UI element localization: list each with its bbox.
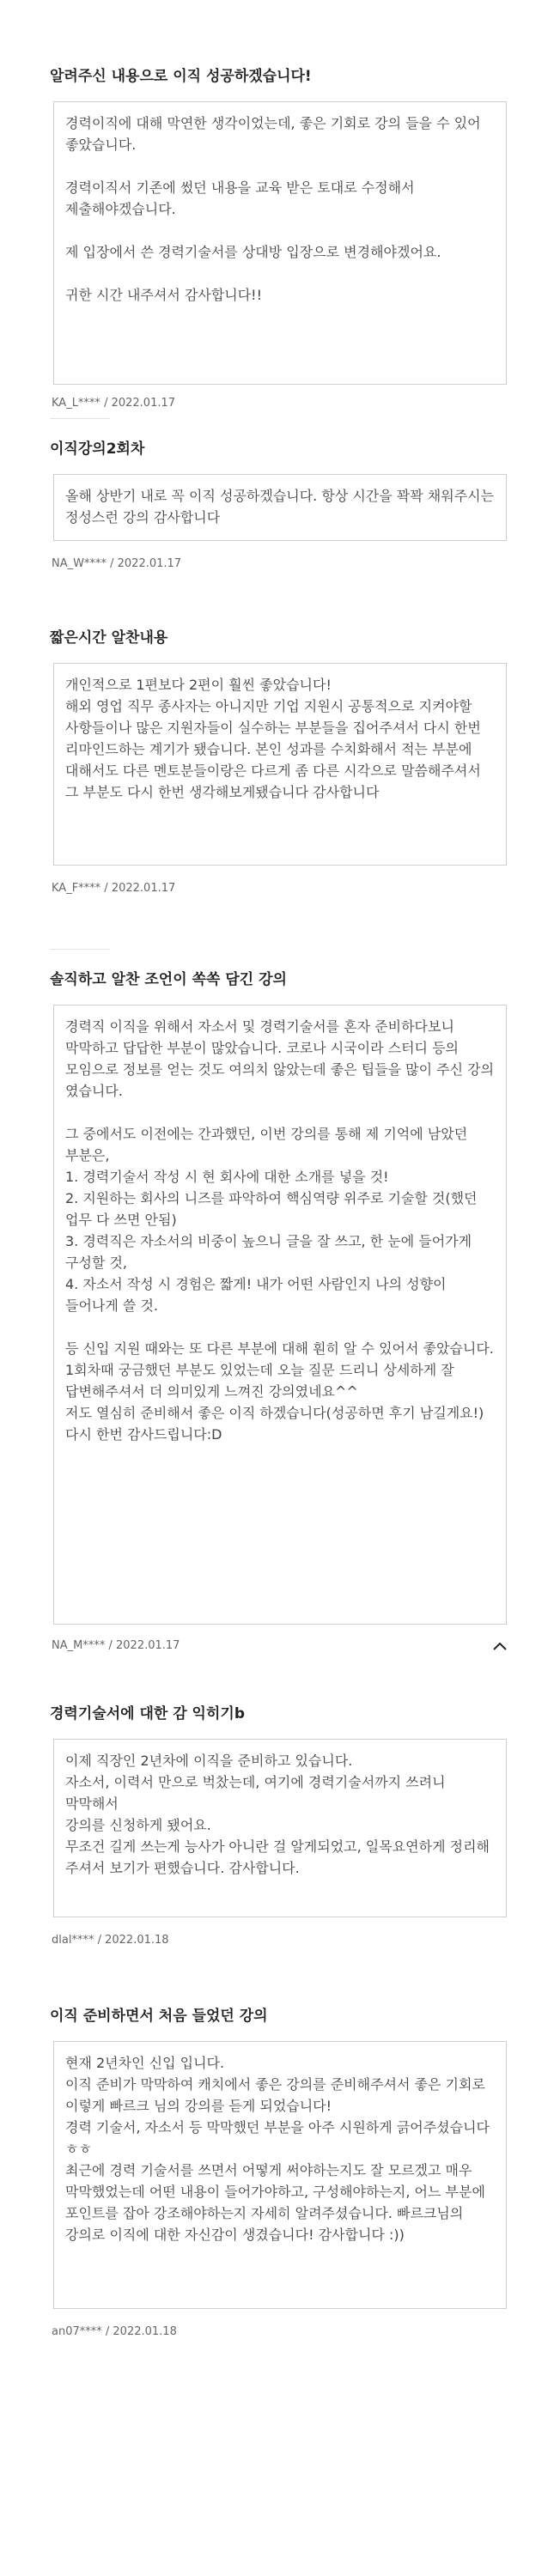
review-meta [52, 556, 181, 572]
review-body: 경력이직에 대해 막연한 생각이었는데, 좋은 기회로 강의 들을 수 있어 좋았습니다. 경력이직서 기존에 썼던 내용을 교육 받은 토대로 수정해서 제출해야겠습니다. 제 입장에서 쓴 경력기술서를 상대방 입장으로 변경해야겠어요. 귀한 시간 내주셔서 감사합니다!! [53, 101, 507, 385]
collapse-button[interactable] [488, 1637, 512, 1656]
review-author: KA_F**** [52, 882, 101, 895]
review-title: 알려주신 내용으로 이직 성공하겠습니다! [50, 68, 312, 85]
review-date: 2022.01.17 [116, 1639, 180, 1652]
review-body: 현재 2년차인 신입 입니다. 이직 준비가 막막하여 캐치에서 좋은 강의를 준비해주셔서 좋은 기회로 이렇게 빠르크 님의 강의를 듣게 되었습니다! 경력 기술서, 자소서 등 막막했던 부분을 아주 시원하게 긁어주셨습니다 ㅎㅎ 최근에 경력 기술서를 쓰면서 어떻게 써야하는지도 잘 모르겠고 매우 막막했었는데 어떤 내용이 들어가야하고, 구성해야하는지, 어느 부분에 포인트를 잡아 강조해야하는지 자세히 알려주셨습니다. 빠르크님의 강의로 이직에 대한 자신감이 생겼습니다! 감사합니다 :)) [53, 2041, 507, 2309]
review-date: 2022.01.17 [111, 882, 176, 895]
review-author: an07**** [52, 2325, 102, 2338]
review-title: 짧은시간 알찬내용 [50, 629, 168, 647]
review-item [50, 970, 512, 1652]
meta-separator: / [100, 882, 112, 895]
review-title: 경력기술서에 대한 감 익히기b [50, 1705, 245, 1722]
review-title: 이직강의2회차 [50, 440, 145, 458]
review-meta [52, 2324, 177, 2340]
meta-separator: / [105, 1639, 116, 1652]
review-date: 2022.01.18 [105, 1934, 169, 1947]
review-author: KA_L**** [52, 397, 100, 410]
review-body: 올해 상반기 내로 꼭 이직 성공하겠습니다. 항상 시간을 꽉꽉 채워주시는 정성스런 강의 감사합니다 [53, 474, 507, 541]
review-meta [52, 1933, 169, 1948]
review-body: 개인적으로 1편보다 2편이 훨씬 좋았습니다! 해외 영업 직무 종사자는 아니지만 기업 지원시 공통적으로 지켜야할 사항들이나 많은 지원자들이 실수하는 부분들을 집어주셔서 다시 한번 리마인드하는 계기가 됐습니다. 본인 성과를 수치화해서 적는 부분에 대해서도 다른 멘토분들이랑은 다르게 좀 다른 시각으로 말씀해주셔서 그 부분도 다시 한번 생각해보게됐습니다 감사합니다 [53, 663, 507, 866]
review-date: 2022.01.17 [117, 557, 182, 570]
meta-separator: / [101, 2325, 113, 2338]
review-meta [52, 1638, 180, 1654]
review-item [50, 67, 512, 410]
review-author: dlal**** [52, 1934, 94, 1947]
review-author: NA_W**** [52, 557, 107, 570]
review-divider [50, 949, 110, 950]
review-item [50, 1704, 512, 1947]
review-divider [50, 418, 110, 419]
chevron-up-icon [492, 1641, 508, 1651]
meta-separator: / [94, 1934, 106, 1947]
review-item [50, 440, 512, 570]
review-date: 2022.01.17 [111, 397, 176, 410]
meta-separator: / [106, 557, 118, 570]
review-body: 이제 직장인 2년차에 이직을 준비하고 있습니다. 자소서, 이력서 만으로 벅찼는데, 여기에 경력기술서까지 쓰려니 막막해서 강의를 신청하게 됐어요. 무조건 길게 쓰는게 능사가 아니란 걸 알게되었고, 일목요연하게 정리해 주셔서 보기가 편했습니다. 감사합니다. [53, 1739, 507, 1917]
review-title: 이직 준비하면서 처음 들었던 강의 [50, 2008, 268, 2025]
review-body: 경력직 이직을 위해서 자소서 및 경력기술서를 혼자 준비하다보니 막막하고 답답한 부분이 많았습니다. 코로나 시국이라 스터디 등의 모임으로 정보를 얻는 것도 여의치 않았는데 좋은 팁들을 많이 주신 강의 였습니다. 그 중에서도 이전에는 간과했던, 이번 강의를 통해 제 기억에 남았던 부분은, 1. 경력기술서 작성 시 현 회사에 대한 소개를 넣을 것! 2. 지원하는 회사의 니즈를 파악하여 핵심역량 위주로 기술할 것(했던 업무 다 쓰면 안됨) 3. 경력직은 자소서의 비중이 높으니 글을 잘 쓰고, 한 눈에 들어가게 구성할 것, 4. 자소서 작성 시 경험은 짧게! 내가 어떤 사람인지 나의 성향이 들어나게 쓸 것. 등 신입 지원 때와는 또 다른 부분에 대해 훤히 알 수 있어서 좋았습니다. 1회차때 궁금했던 부분도 있었는데 오늘 질문 드리니 상세하게 잘 답변해주셔서 더 의미있게 느껴진 강의였네요^^ 저도 열심히 준비해서 좋은 이직 하겠습니다(성공하면 후기 남길게요!) 다시 한번 감사드립니다:D [53, 1005, 507, 1625]
review-meta [52, 881, 175, 896]
review-title: 솔직하고 알찬 조언이 쏙쏙 담긴 강의 [50, 971, 287, 988]
meta-separator: / [100, 397, 112, 410]
review-item [50, 2007, 512, 2338]
review-meta [52, 396, 175, 411]
review-item [50, 629, 512, 895]
review-author: NA_M**** [52, 1639, 106, 1652]
review-date: 2022.01.18 [113, 2325, 177, 2338]
